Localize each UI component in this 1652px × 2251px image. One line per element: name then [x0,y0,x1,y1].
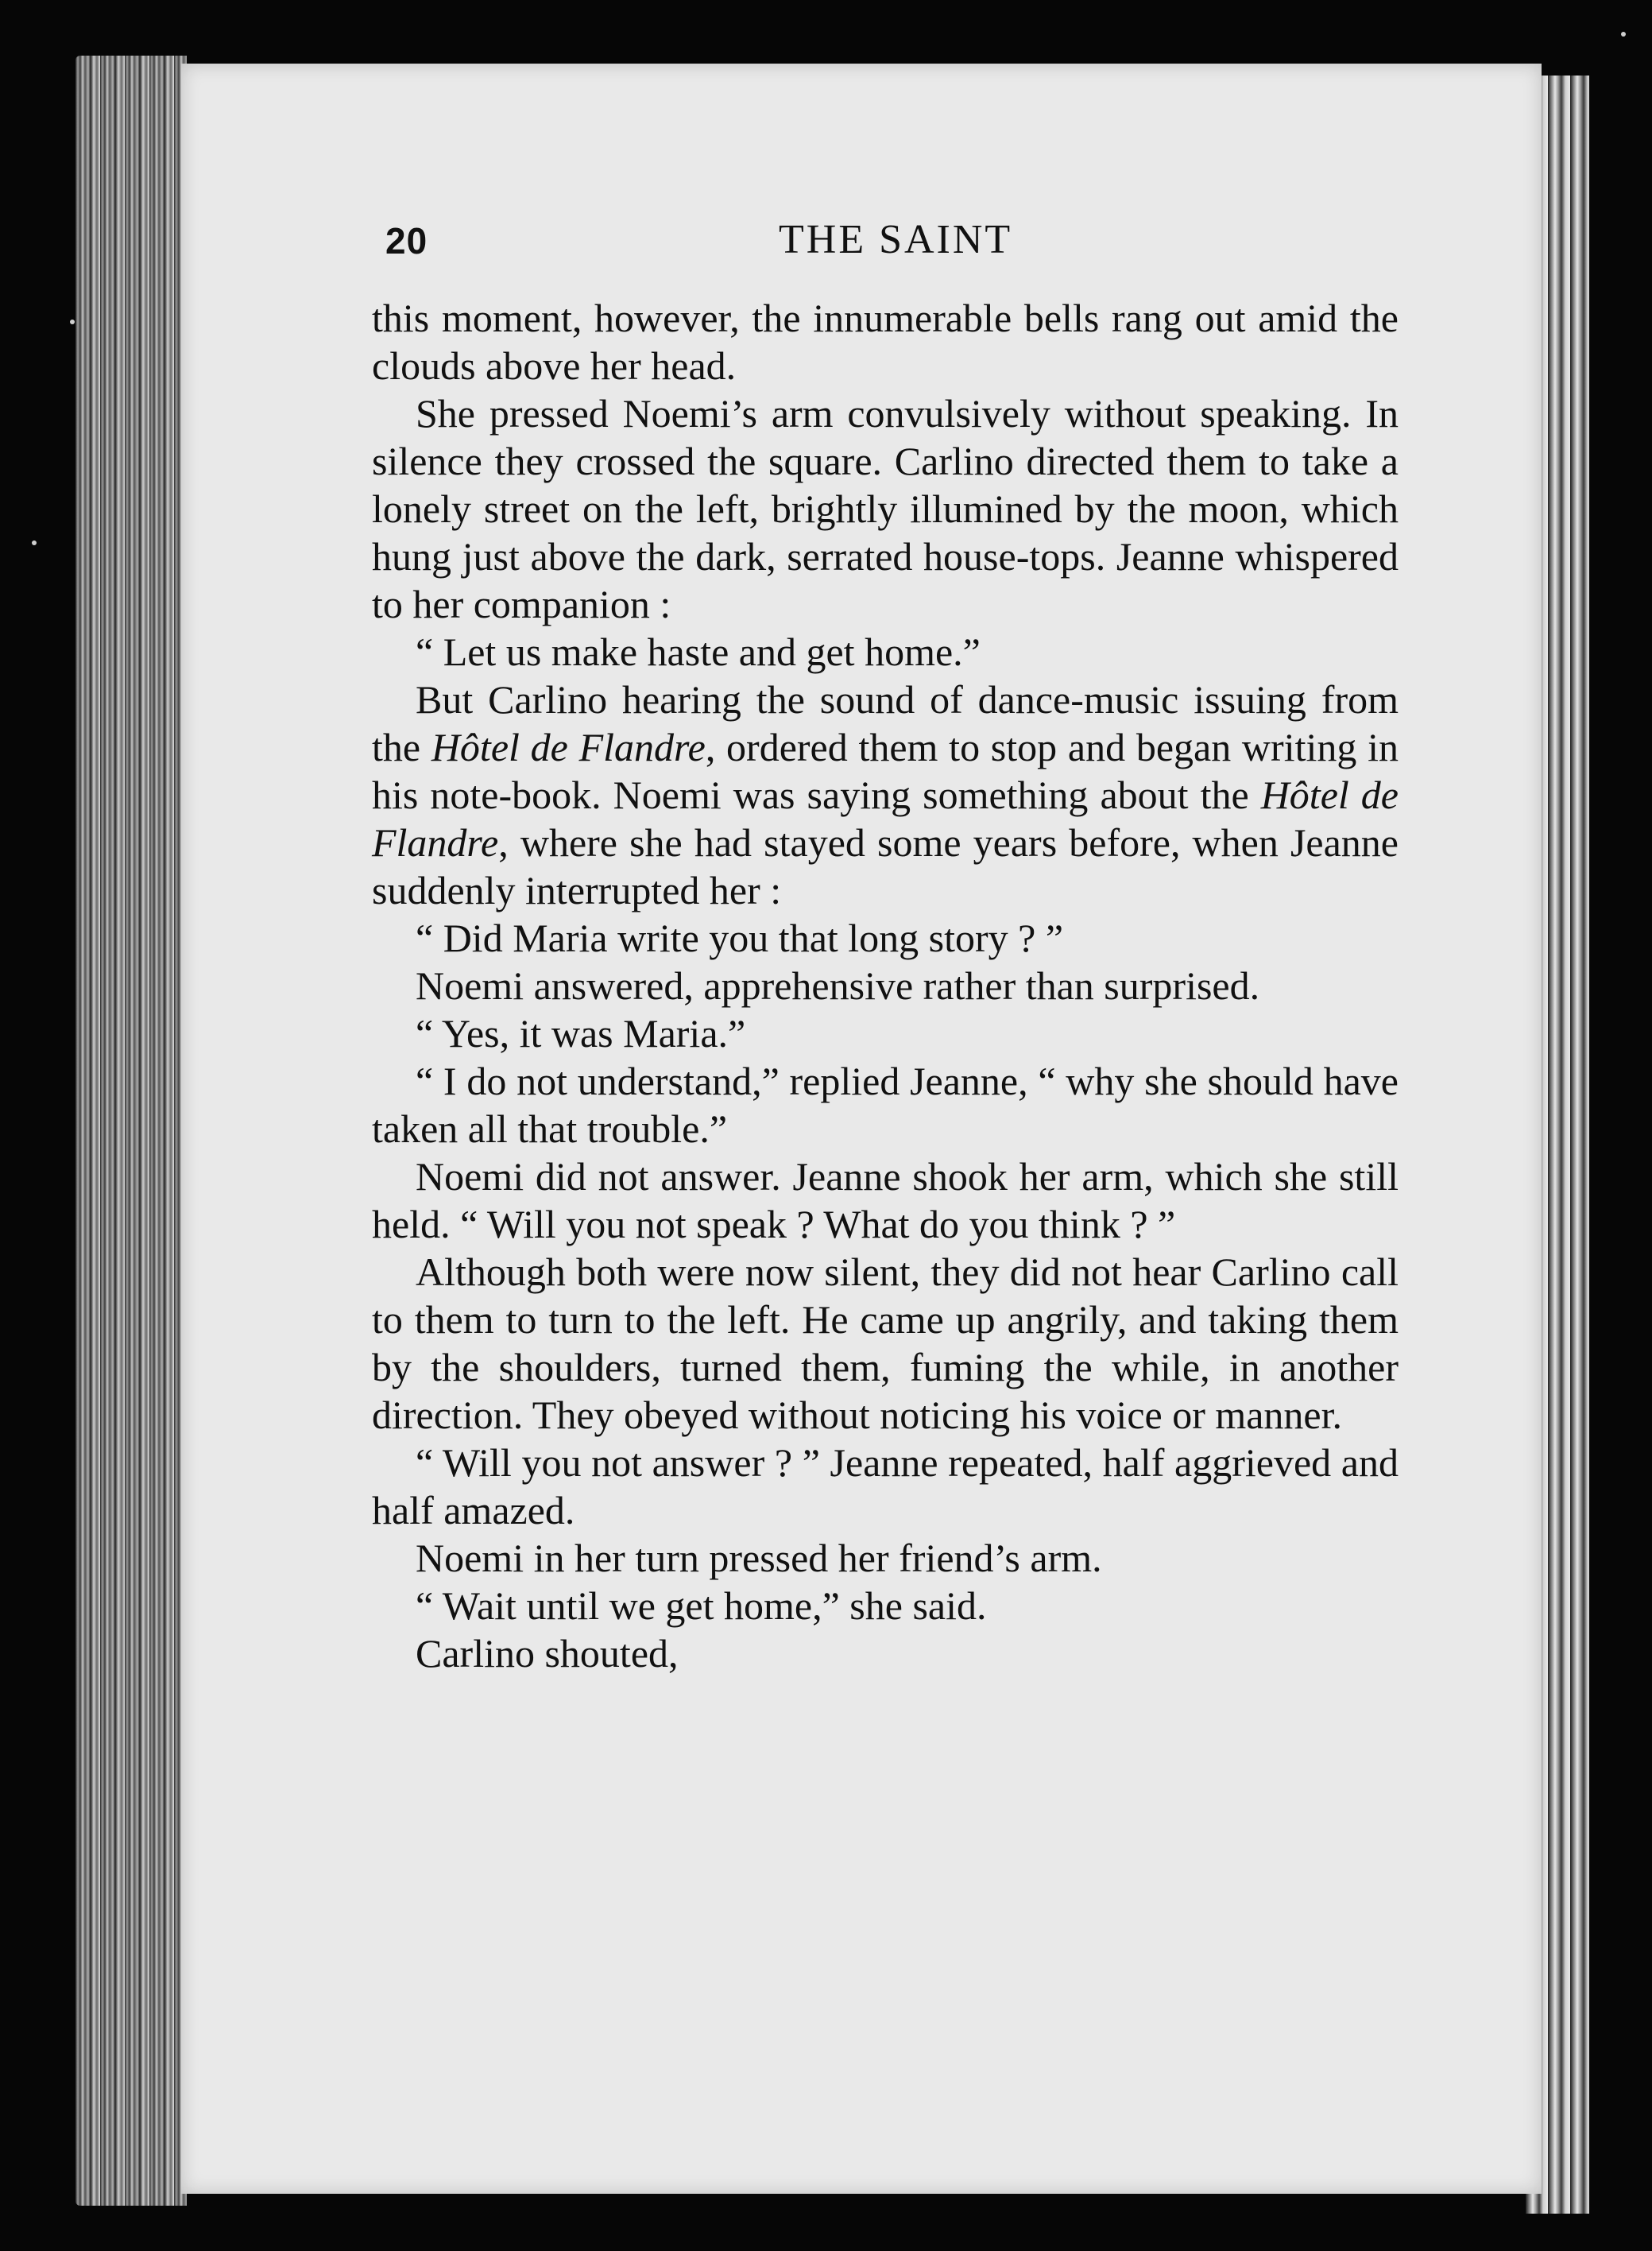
italic-hotel-name: Hôtel de Flandre [372,773,1399,865]
paragraph: “ Let us make haste and get home.” [416,630,981,674]
paragraph: “ Yes, it was Maria.” [416,1011,746,1056]
book-title: THE SAINT [779,217,1013,262]
paragraph: this moment, however, the innumerable bells rang out amid the clouds above her head. [372,296,1399,388]
body-text [372,294,1399,1677]
scan-speck [32,540,37,545]
paragraph: She pressed Noemi’s arm convulsively without speaking. In silence they crossed the square. Carlino directed them to take a lonely street on the left, brightly illumined by the moon, which hung just above the dark, serrated house-tops. Jeanne whispered to her companion : [372,391,1399,626]
italic-hotel-name: Hôtel de Flandre [431,725,706,769]
paragraph: Noemi did not answer. Jeanne shook her arm, which she still held. “ Will you not speak ? What do you think ? ” [372,1154,1399,1246]
paragraph: “ Did Maria write you that long story ? ” [416,916,1064,960]
paragraph: “ I do not understand,” replied Jeanne, “ why she should have taken all that trouble.” [372,1059,1399,1151]
paragraph [372,676,1399,914]
scan-speck [70,320,75,324]
paragraph: Although both were now silent, they did not hear Carlino call to them to turn to the left. He came up angrily, and taking them by the shoulders, turned them, fuming the while, in another direction. They obeyed without noticing his voice or manner. [372,1249,1399,1437]
text-run: , ordered them to stop and began writing in his note-book. Noemi was saying something about the [372,725,1399,817]
text-run: But Carlino hearing the sound of dance-music issuing from the [372,677,1399,769]
text-run: , where she had stayed some years before, when Jeanne suddenly interrupted her : [372,820,1399,912]
paragraph: Carlino shouted, [416,1631,679,1676]
paragraph: Noemi answered, apprehensive rather than surprised. [416,963,1260,1008]
paragraph: “ Will you not answer ? ” Jeanne repeated, half aggrieved and half amazed. [372,1440,1399,1532]
left-page-edges [75,56,187,2206]
scan-speck [1621,32,1626,37]
page-number: 20 [385,220,428,262]
running-head [207,213,1399,269]
paragraph: Noemi in her turn pressed her friend’s arm. [416,1536,1102,1580]
paragraph: “ Wait until we get home,” she said. [416,1583,987,1628]
